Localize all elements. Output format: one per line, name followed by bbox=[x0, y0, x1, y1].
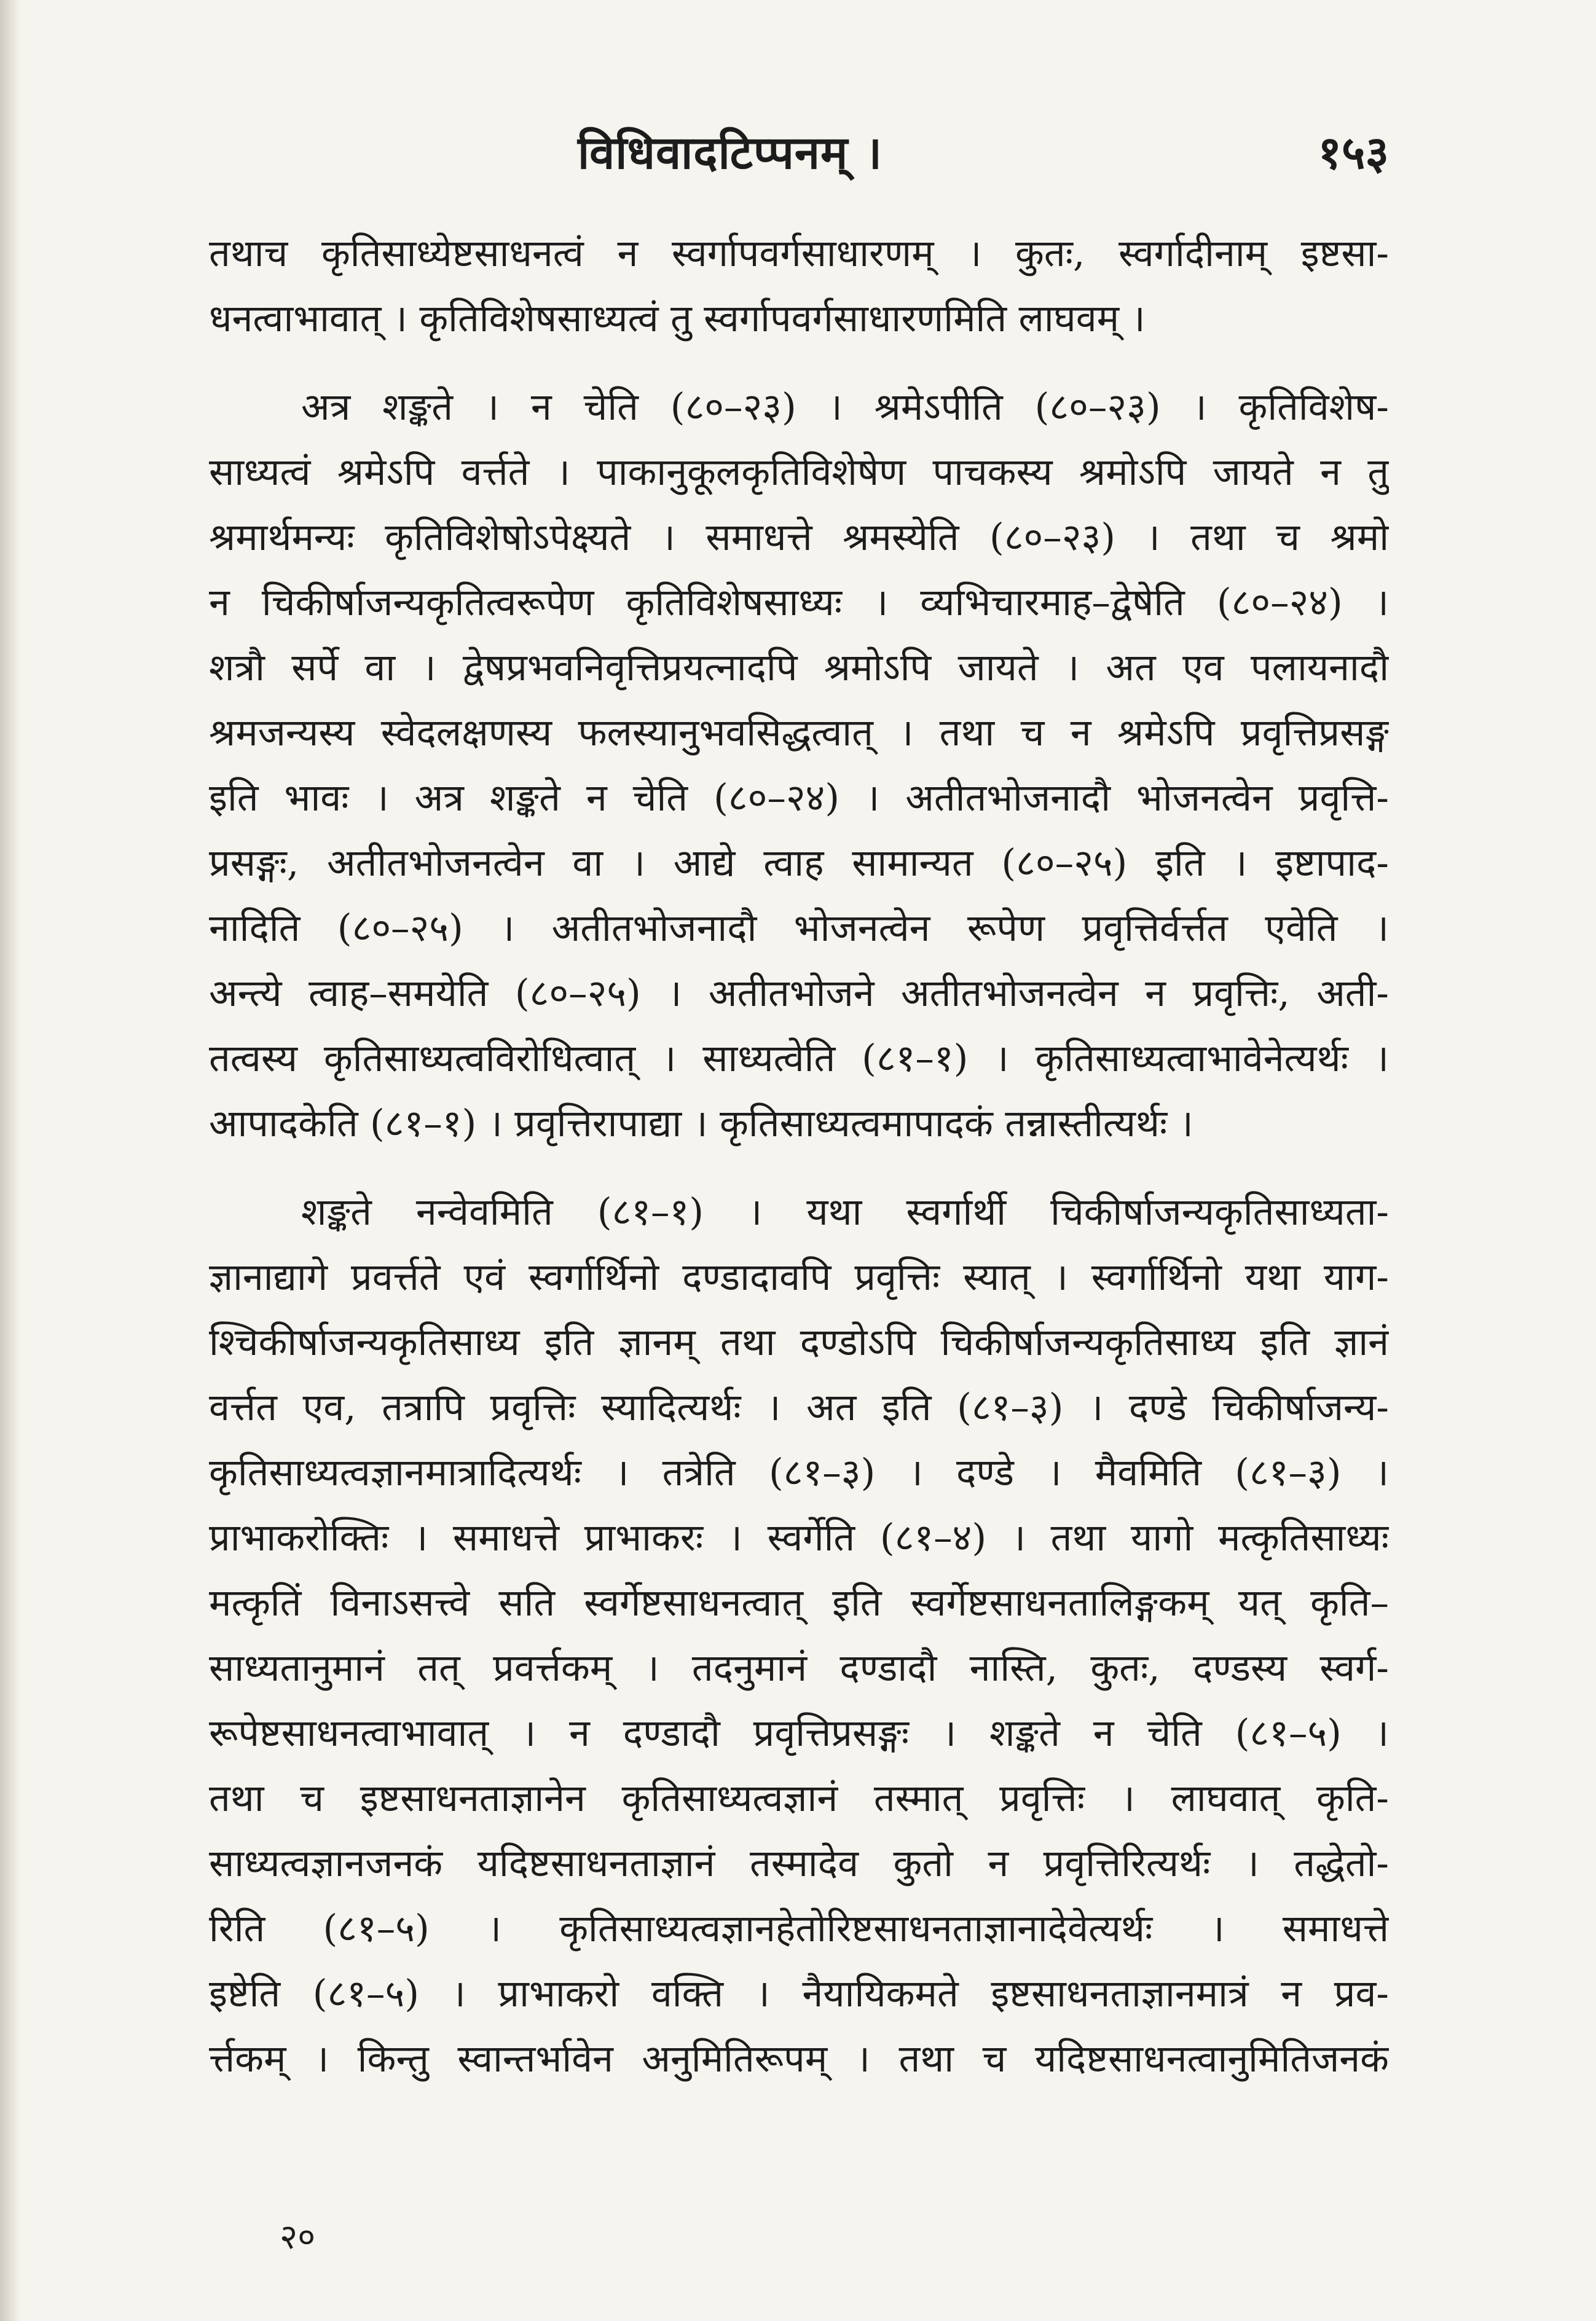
text-line: वर्त्तत एव, तत्रापि प्रवृत्तिः स्यादित्यर्थः । अत इति (८१–३) । दण्डे चिकीर्षाजन्य- bbox=[209, 1386, 1389, 1429]
text-line: रिति (८१–५) । कृतिसाध्यत्वज्ञानहेतोरिष्टसाधनताज्ञानादेवेत्यर्थः । समाधत्ते bbox=[209, 1907, 1389, 1950]
text-line: कृतिसाध्यत्वज्ञानमात्रादित्यर्थः । तत्रेति (८१–३) । दण्डे । मैवमिति (८१–३) । bbox=[209, 1451, 1389, 1494]
text-line: आपादकेति (८१–१) । प्रवृत्तिरापाद्या । कृतिसाध्यत्वमापादकं तन्नास्तीत्यर्थः । bbox=[209, 1102, 1193, 1145]
binding-edge bbox=[0, 0, 21, 2321]
text-line: प्राभाकरोक्तिः । समाधत्ते प्राभाकरः । स्वर्गेति (८१–४) । तथा यागो मत्कृतिसाध्यः bbox=[209, 1516, 1389, 1560]
text-line: तथा च इष्टसाधनताज्ञानेन कृतिसाध्यत्वज्ञानं तस्मात् प्रवृत्तिः । लाघवात् कृति- bbox=[209, 1777, 1389, 1820]
paragraph-1 bbox=[209, 221, 1389, 351]
page-body bbox=[209, 221, 1389, 2115]
page-number: १५३ bbox=[1318, 127, 1389, 179]
text-line: साध्यतानुमानं तत् प्रवर्त्तकम् । तदनुमानं दण्डादौ नास्ति, कुतः, दण्डस्य स्वर्ग- bbox=[209, 1646, 1389, 1690]
page-header bbox=[209, 120, 1389, 187]
text-line: श्चिकीर्षाजन्यकृतिसाध्य इति ज्ञानम् तथा दण्डोऽपि चिकीर्षाजन्यकृतिसाध्य इति ज्ञानं bbox=[209, 1321, 1389, 1364]
text-line: अत्र शङ्कते । न चेति (८०–२३) । श्रमेऽपीति (८०–२३) । कृतिविशेष- bbox=[301, 385, 1389, 429]
text-line: साध्यत्वज्ञानजनकं यदिष्टसाधनताज्ञानं तस्मादेव कुतो न प्रवृत्तिरित्यर्थः । तद्धेतो- bbox=[209, 1842, 1389, 1885]
text-line: इति भावः । अत्र शङ्कते न चेति (८०–२४) । अतीतभोजनादौ भोजनत्वेन प्रवृत्ति- bbox=[209, 776, 1389, 820]
text-line: शत्रौ सर्पे वा । द्वेषप्रभवनिवृत्तिप्रयत्नादपि श्रमोऽपि जायते । अत एव पलायनादौ bbox=[209, 646, 1389, 689]
text-line: मत्कृतिं विनाऽसत्त्वे सति स्वर्गेष्टसाधनत्वात् इति स्वर्गेष्टसाधनतालिङ्गकम् यत् कृति– bbox=[209, 1581, 1389, 1625]
text-line: र्त्तकम् । किन्तु स्वान्तर्भावेन अनुमितिरूपम् । तथा च यदिष्टसाधनत्वानुमितिजनकं bbox=[209, 2037, 1389, 2081]
running-title: विधिवादटिप्पनम् । bbox=[578, 127, 883, 179]
text-line: न चिकीर्षाजन्यकृतित्वरूपेण कृतिविशेषसाध्यः । व्यभिचारमाह–द्वेषेति (८०–२४) । bbox=[209, 581, 1389, 624]
text-line: इष्टेति (८१–५) । प्राभाकरो वक्ति । नैयायिकमते इष्टसाधनताज्ञानमात्रं न प्रव- bbox=[209, 1972, 1389, 2016]
text-line: रूपेष्टसाधनत्वाभावात् । न दण्डादौ प्रवृत्तिप्रसङ्गः । शङ्कते न चेति (८१–५) । bbox=[209, 1711, 1389, 1755]
text-line: धनत्वाभावात् । कृतिविशेषसाध्यत्वं तु स्वर्गापवर्गसाधारणमिति लाघवम् । bbox=[209, 297, 1146, 340]
paragraph-2 bbox=[209, 375, 1389, 1157]
text-line: श्रमार्थमन्यः कृतिविशेषोऽपेक्ष्यते । समाधत्ते श्रमस्येति (८०–२३) । तथा च श्रमो bbox=[209, 516, 1389, 559]
text-line: नादिति (८०–२५) । अतीतभोजनादौ भोजनत्वेन रूपेण प्रवृत्तिर्वर्त्तत एवेति । bbox=[209, 906, 1389, 950]
text-line: ज्ञानाद्यागे प्रवर्त्तते एवं स्वर्गार्थिनो दण्डादावपि प्रवृत्तिः स्यात् । स्वर्गार्थिनो यथा याग- bbox=[209, 1255, 1389, 1299]
text-line: प्रसङ्गः, अतीतभोजनत्वेन वा । आद्ये त्वाह सामान्यत (८०–२५) इति । इष्टापाद- bbox=[209, 841, 1389, 885]
text-line: श्रमजन्यस्य स्वेदलक्षणस्य फलस्यानुभवसिद्धत्वात् । तथा च न श्रमेऽपि प्रवृत्तिप्रसङ्ग bbox=[209, 711, 1389, 755]
text-line: साध्यत्वं श्रमेऽपि वर्त्तते । पाकानुकूलकृतिविशेषेण पाचकस्य श्रमोऽपि जायते न तु bbox=[209, 450, 1389, 494]
text-line: तथाच कृतिसाध्येष्टसाधनत्वं न स्वर्गापवर्गसाधारणम् । कुतः, स्वर्गादीनाम् इष्टसा- bbox=[209, 232, 1389, 275]
text-line: शङ्कते नन्वेवमिति (८१–१) । यथा स्वर्गार्थी चिकीर्षाजन्यकृतिसाध्यता- bbox=[301, 1190, 1389, 1234]
paragraph-3 bbox=[209, 1180, 1389, 2092]
printer-signature-mark: २० bbox=[280, 2217, 316, 2257]
text-line: अन्त्ये त्वाह–समयेति (८०–२५) । अतीतभोजने अतीतभोजनत्वेन न प्रवृत्तिः, अती- bbox=[209, 972, 1389, 1015]
text-line: तत्वस्य कृतिसाध्यत्वविरोधित्वात् । साध्यत्वेति (८१–१) । कृतिसाध्यत्वाभावेनेत्यर्थः । bbox=[209, 1037, 1389, 1080]
